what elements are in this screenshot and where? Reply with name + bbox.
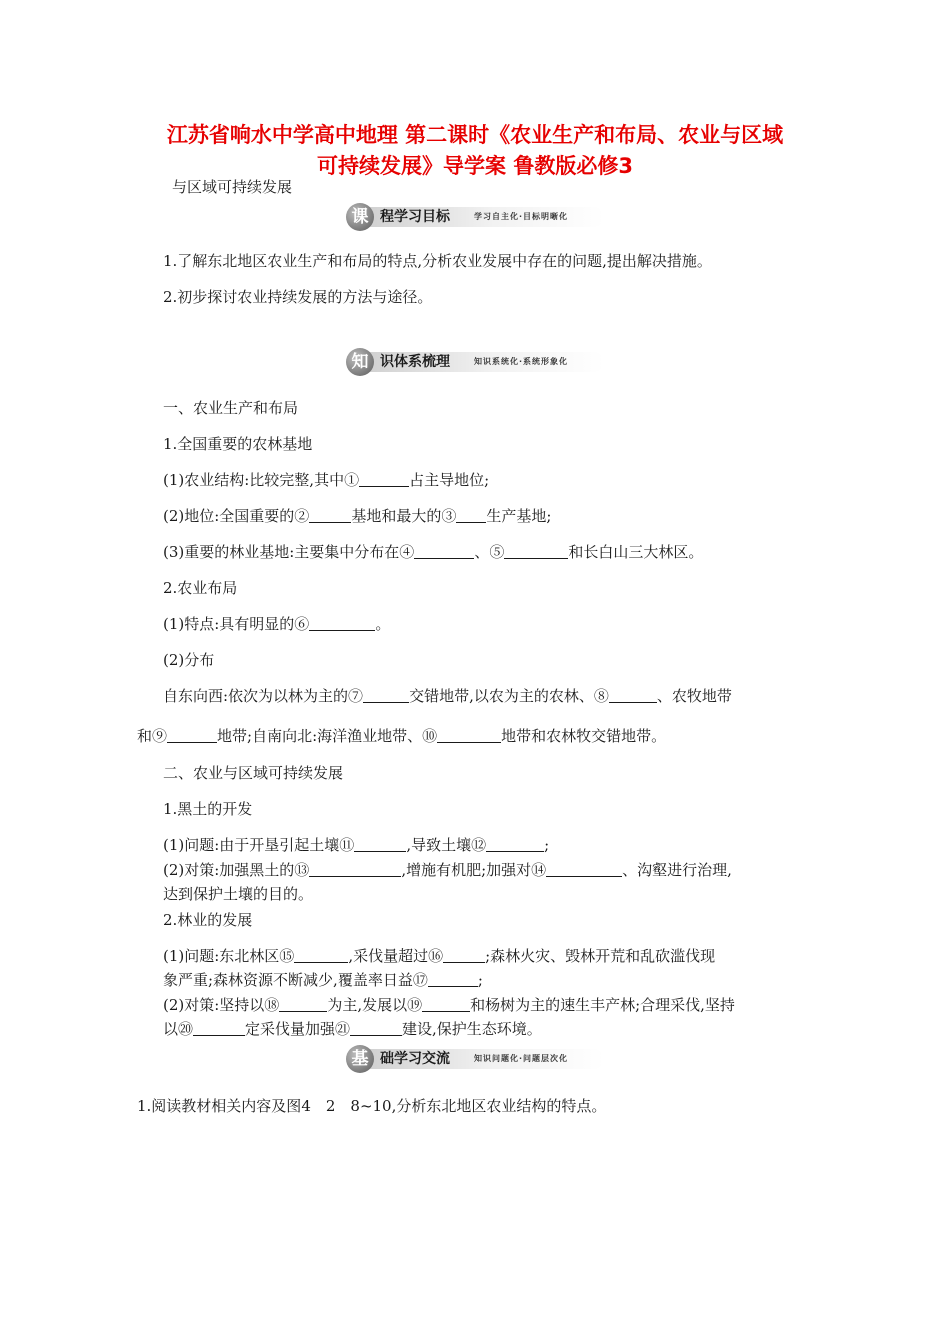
fill-blank-7[interactable] [363,687,409,703]
fill-blank-3[interactable] [456,507,486,523]
item-text: (2)地位:全国重要的② [163,507,310,525]
fill-blank-10[interactable] [437,727,501,743]
banner-learning-objectives [346,203,604,233]
fill-blank-21[interactable] [350,1020,402,1036]
banner-label: 础学习交流 [380,1051,450,1067]
fill-blank-20[interactable] [193,1020,245,1036]
item-text: ,采伐量超过⑯ [348,947,444,965]
subheading-3: 1.黑土的开发 [163,800,253,818]
item-text: ;森林火灾、毁林开荒和乱砍滥伐现 [485,947,716,965]
title-line-2: 可持续发展》导学案 鲁教版必修3 [317,154,633,178]
item-text: 地带和农林牧交错地带。 [501,727,667,745]
fill-blank-6[interactable] [309,615,375,631]
item-text: 为主,发展以⑲ [327,996,423,1014]
fill-blank-2[interactable] [309,507,351,523]
item-text: 定采伐量加强㉑ [245,1020,351,1038]
item-text: 和杨树为主的速生丰产林;合理采伐,坚持 [470,996,735,1014]
item-text: ; [544,836,550,854]
title-line-1: 江苏省响水中学高中地理 第二课时《农业生产和布局、农业与区域 [166,123,784,147]
fill-blank-13[interactable] [309,861,401,877]
item-text: (2)对策:加强黑土的⑬ [163,861,310,879]
item-text: (1)问题:东北林区⑮ [163,947,295,965]
item-text: 和⑨ [137,727,168,745]
section-heading-2: 二、农业与区域可持续发展 [163,764,344,782]
fill-blank-11[interactable] [354,836,406,852]
banner-basic-exchange [346,1045,604,1075]
item-2-4 [137,725,666,747]
banner-circle-icon: 课 [346,203,374,231]
subtitle: 与区域可持续发展 [172,178,293,196]
item-text: (1)农业结构:比较完整,其中① [163,471,360,489]
item-4-4 [163,1018,542,1040]
item-text: ,增施有机肥;加强对⑭ [401,861,547,879]
item-text: 象严重;森林资源不断减少,覆盖率日益⑰ [163,971,428,989]
item-text: (2)对策:坚持以⑱ [163,996,280,1014]
fill-blank-19[interactable] [422,996,470,1012]
banner-tag: 知识系统化·系统形象化 [474,357,569,366]
banner-label: 程学习目标 [380,209,450,225]
fill-blank-4[interactable] [414,543,474,559]
subheading-4: 2.林业的发展 [163,911,253,929]
item-text: 交错地带,以农为主的农林、⑧ [409,687,609,705]
item-text: 、农牧地带 [656,687,732,705]
item-3-1 [163,834,549,856]
item-2-1 [163,613,390,635]
item-text: (1)特点:具有明显的⑥ [163,615,310,633]
item-text: 。 [375,615,391,633]
item-text: 、沟壑进行治理, [622,861,732,879]
fill-blank-9[interactable] [167,727,217,743]
item-text: ,导致土壤⑫ [406,836,487,854]
banner-circle-icon: 基 [346,1045,374,1073]
fill-blank-8[interactable] [609,687,657,703]
item-text: 生产基地; [486,507,552,525]
item-1-1 [163,469,489,491]
item-4-1 [163,945,715,967]
item-1-2 [163,505,551,527]
item-text: 自东向西:依次为以林为主的⑦ [163,687,364,705]
item-3-3: 达到保护土壤的目的。 [163,885,314,903]
banner-circle-icon: 知 [346,348,374,376]
item-text: 基地和最大的③ [351,507,457,525]
section-heading-1: 一、农业生产和布局 [163,399,299,417]
item-text: (3)重要的林业基地:主要集中分布在④ [163,543,415,561]
fill-blank-14[interactable] [546,861,622,877]
item-4-2 [163,969,483,991]
item-1-3 [163,541,703,563]
fill-blank-16[interactable] [443,947,485,963]
fill-blank-15[interactable] [294,947,348,963]
item-text: 地带;自南向北:海洋渔业地带、⑩ [217,727,438,745]
fill-blank-1[interactable] [359,471,409,487]
item-4-3 [163,994,735,1016]
item-2-3 [163,685,732,707]
banner-tag: 知识问题化·问题层次化 [474,1054,569,1063]
fill-blank-5[interactable] [504,543,568,559]
document-title [0,120,950,182]
objective-2: 2.初步探讨农业持续发展的方法与途径。 [163,288,433,306]
fill-blank-17[interactable] [428,971,478,987]
item-2-2: (2)分布 [163,651,215,669]
banner-tag: 学习自主化·目标明晰化 [474,212,569,221]
subheading-2: 2.农业布局 [163,579,238,597]
item-text: ; [477,971,483,989]
item-text: 、⑤ [474,543,505,561]
item-text: 占主导地位; [409,471,490,489]
banner-knowledge-system [346,348,604,378]
item-text: (1)问题:由于开垦引起土壤⑪ [163,836,355,854]
item-text: 建设,保护生态环境。 [402,1020,542,1038]
banner-label: 识体系梳理 [380,354,450,370]
item-3-2 [163,859,732,881]
item-text: 和长白山三大林区。 [568,543,704,561]
subheading-1: 1.全国重要的农林基地 [163,435,313,453]
objective-1: 1.了解东北地区农业生产和布局的特点,分析农业发展中存在的问题,提出解决措施。 [163,252,712,270]
fill-blank-12[interactable] [486,836,544,852]
exchange-question-1: 1.阅读教材相关内容及图4 2 8~10,分析东北地区农业结构的特点。 [137,1097,607,1115]
fill-blank-18[interactable] [279,996,327,1012]
item-text: 以⑳ [163,1020,194,1038]
